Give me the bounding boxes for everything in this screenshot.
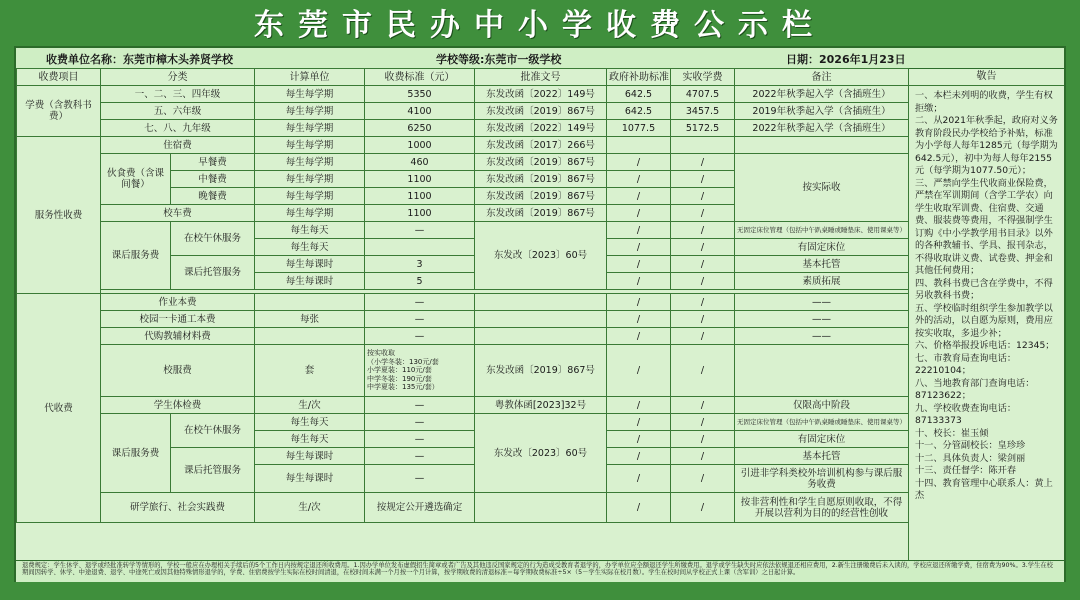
note: —— xyxy=(735,328,909,345)
standard xyxy=(365,239,475,256)
unit: 套 xyxy=(255,345,365,397)
category: 校园一卡通工本费 xyxy=(101,311,255,328)
standard: — xyxy=(365,465,475,493)
note: 按非营利性和学生自愿原则收取，不得开展以营利为目的的经营性创收 xyxy=(735,493,909,523)
info-bar xyxy=(16,48,1064,69)
standard: — xyxy=(365,431,475,448)
page-title: 东莞市民办中小学收费公示栏 xyxy=(254,8,826,43)
column-header: 收费项目 xyxy=(17,69,101,86)
uniform-standard xyxy=(365,345,475,397)
notice-line: 十四、教育管理中心联系人：黄上杰 xyxy=(915,477,1053,501)
approval-doc: 东发改函〔2022〕149号 xyxy=(475,120,607,137)
approval-doc: 东发改函〔2019〕867号 xyxy=(475,171,607,188)
approval-doc: 东发改函〔2019〕867号 xyxy=(475,103,607,120)
actual-fee: / xyxy=(671,273,735,290)
notice-line: 九、学校收费查询电话：87133373 xyxy=(915,402,1017,426)
unit xyxy=(255,294,365,311)
item-agency: 代收费 xyxy=(17,294,101,523)
standard: 5350 xyxy=(365,86,475,103)
standard: 1000 xyxy=(365,137,475,154)
notice-line: 一、本栏未列明的收费，学生有权拒缴； xyxy=(915,90,1053,114)
unit: 每生每学期 xyxy=(255,188,365,205)
table-row xyxy=(17,493,909,523)
note: 基本托管 xyxy=(735,256,909,273)
school-grade: 学校等级:东莞市一级学校 xyxy=(436,53,562,66)
note xyxy=(735,137,909,154)
uniform-line: 小学夏装：110元/套 xyxy=(367,366,432,375)
table-row xyxy=(17,397,909,414)
unit: 每生每课时 xyxy=(255,256,365,273)
notice-line: 十三、责任督学：陈开春 xyxy=(915,465,1017,476)
actual-fee: / xyxy=(671,431,735,448)
table-row xyxy=(17,328,909,345)
actual-fee: / xyxy=(671,256,735,273)
table-row xyxy=(17,222,909,239)
approval-doc: 东发改函〔2019〕867号 xyxy=(475,188,607,205)
note: 无固定床位管理（包括中午趴桌睡或睡垫床、使用课桌等） xyxy=(735,222,909,239)
unit: 每生每天 xyxy=(255,222,365,239)
category: 伙食费（含课间餐） xyxy=(101,154,171,205)
note: 引进非学科类校外培训机构参与课后服务收费 xyxy=(735,465,909,493)
actual-fee: / xyxy=(671,448,735,465)
unit: 每生每课时 xyxy=(255,273,365,290)
approval-doc xyxy=(475,294,607,311)
actual-fee xyxy=(671,137,735,154)
category: 校车费 xyxy=(101,205,255,222)
category: 学生体检费 xyxy=(101,397,255,414)
column-header: 分类 xyxy=(101,69,255,86)
unit: 每生每课时 xyxy=(255,448,365,465)
standard: 3 xyxy=(365,256,475,273)
category: 代购教辅材料费 xyxy=(101,328,255,345)
unit: 每生每学期 xyxy=(255,154,365,171)
unit xyxy=(255,328,365,345)
actual-fee: / xyxy=(671,311,735,328)
actual-fee: / xyxy=(671,294,735,311)
sub-category: 在校午休服务 xyxy=(171,222,255,256)
notice-body xyxy=(909,86,1064,503)
standard: — xyxy=(365,414,475,431)
subsidy: / xyxy=(607,222,671,239)
sub-category: 中餐费 xyxy=(171,171,255,188)
notice-line: 十二、具体负责人：梁剑丽 xyxy=(915,452,1026,464)
approval-doc: 东发改函〔2019〕867号 xyxy=(475,205,607,222)
item-service: 服务性收费 xyxy=(17,137,101,294)
column-header: 批准文号 xyxy=(475,69,607,86)
unit: 每生每天 xyxy=(255,239,365,256)
unit: 生/次 xyxy=(255,493,365,523)
school-name: 收费单位名称：东莞市樟木头养贤学校 xyxy=(46,53,233,66)
table-row xyxy=(17,86,909,103)
unit: 每生每学期 xyxy=(255,205,365,222)
actual-fee: 4707.5 xyxy=(671,86,735,103)
subsidy: 1077.5 xyxy=(607,120,671,137)
standard: — xyxy=(365,328,475,345)
subsidy: / xyxy=(607,311,671,328)
notice-line: 七、市教育局查询电话：22210104； xyxy=(915,352,1017,376)
refund-policy: 退费规定：学生休学、退学或经批准转学等情形的，学校一般应在办理相关手续后的5个工作日内按规定退还所收费用。1.因办学单位发布虚假招生简章或者广告及其他违反国家规定的行为造成受教育者退学的，办学单位应全额退还学生所缴费用。退学或学生缺失时应依法依规退还相应费用，2.新生注册缴费后未入读的，学校应退还所缴学费，住宿费为90%。3.学生在校期间因转学、休学、中途退费、退学、中途死亡或因其他特殊情形退学的，学费、住宿费按学生实际在校时间清退，在校时间未满一个月按一个月计算，按学期收费的清退标准＝每学期收费标准÷5×（5－学生实际在校月数）。学生在校时间从学校正式上课（含军训）之日起计算。 xyxy=(16,560,1064,582)
actual-fee: / xyxy=(671,465,735,493)
unit: 每生每课时 xyxy=(255,465,365,493)
table-row xyxy=(17,103,909,120)
note: 有固定床位 xyxy=(735,431,909,448)
actual-fee: / xyxy=(671,171,735,188)
actual-fee: / xyxy=(671,493,735,523)
approval-doc: 东发改函〔2022〕149号 xyxy=(475,86,607,103)
subsidy: / xyxy=(607,397,671,414)
subsidy: / xyxy=(607,448,671,465)
note: 2022年秋季起入学（含插班生） xyxy=(735,86,909,103)
approval-doc xyxy=(475,311,607,328)
subsidy: 642.5 xyxy=(607,86,671,103)
subsidy: / xyxy=(607,154,671,171)
subsidy: / xyxy=(607,256,671,273)
note xyxy=(735,345,909,397)
subsidy: / xyxy=(607,171,671,188)
actual-fee: / xyxy=(671,414,735,431)
notice-line: 十一、分管副校长：皇珍珍 xyxy=(915,440,1026,451)
actual-fee: 5172.5 xyxy=(671,120,735,137)
sub-category: 课后托管服务 xyxy=(171,256,255,290)
subsidy: / xyxy=(607,493,671,523)
note: 仅限高中阶段 xyxy=(735,397,909,414)
approval-doc xyxy=(475,493,607,523)
actual-fee: / xyxy=(671,397,735,414)
subsidy: / xyxy=(607,273,671,290)
note: —— xyxy=(735,311,909,328)
notice-line: 十、校长：崔玉倾 xyxy=(915,427,989,439)
actual-fee: / xyxy=(671,328,735,345)
actual-fee: / xyxy=(671,154,735,171)
notice-line: 五、学校临时组织学生参加教学以外的活动，以自愿为原则，费用应按实收取，多退少补； xyxy=(915,302,1053,339)
table-row xyxy=(17,414,909,431)
subsidy: / xyxy=(607,188,671,205)
uniform-line: （小学冬装：130元/套 xyxy=(367,357,439,366)
unit: 每生每天 xyxy=(255,414,365,431)
unit: 每生每学期 xyxy=(255,171,365,188)
notice-line: 三、严禁向学生代收商业保险费，严禁在军训期间（含学工学农）向学生收取军训费、住宿费、交通费、服装费等费用，不得强制学生订购《中小学教学用书目录》以外的各种教辅书、学具、报刊杂志，不得收取讲义费、试卷费、押金和其他任何费用； xyxy=(915,177,1053,276)
category: 五、六年级 xyxy=(101,103,255,120)
approval-doc: 东发改函〔2019〕867号 xyxy=(475,154,607,171)
sub-category: 早餐费 xyxy=(171,154,255,171)
subsidy: / xyxy=(607,294,671,311)
unit: 每张 xyxy=(255,311,365,328)
actual-fee: / xyxy=(671,239,735,256)
table-row xyxy=(17,137,909,154)
standard: 1100 xyxy=(365,171,475,188)
fee-table xyxy=(16,68,909,523)
standard: — xyxy=(365,294,475,311)
standard: 4100 xyxy=(365,103,475,120)
category: 作业本费 xyxy=(101,294,255,311)
note: 2022年秋季起入学（含插班生） xyxy=(735,120,909,137)
sub-category: 在校午休服务 xyxy=(171,414,255,448)
column-header: 计算单位 xyxy=(255,69,365,86)
uniform-line: 按实收取 xyxy=(367,349,395,358)
column-header: 备注 xyxy=(735,69,909,86)
approval-doc: 粤教体函[2023]32号 xyxy=(475,397,607,414)
category: 七、八、九年级 xyxy=(101,120,255,137)
subsidy: / xyxy=(607,239,671,256)
table-row xyxy=(17,345,909,397)
actual-fee: / xyxy=(671,205,735,222)
uniform-line: 中学夏装：135元/套） xyxy=(367,383,439,392)
unit: 每生每学期 xyxy=(255,120,365,137)
fee-sheet xyxy=(14,46,1066,582)
subsidy: 642.5 xyxy=(607,103,671,120)
approval-doc: 东发改函〔2019〕867号 xyxy=(475,345,607,397)
note: 有固定床位 xyxy=(735,239,909,256)
unit: 每生每学期 xyxy=(255,137,365,154)
category: 一、二、三、四年级 xyxy=(101,86,255,103)
notice-date: 日期：2026年1月23日 xyxy=(786,53,906,66)
approval-doc: 东发改〔2023〕60号 xyxy=(475,414,607,493)
notice-panel xyxy=(908,68,1064,560)
subsidy: / xyxy=(607,431,671,448)
unit: 每生每学期 xyxy=(255,86,365,103)
notice-line: 四、教科书费已含在学费中，不得另收教科书费； xyxy=(915,277,1053,301)
standard: 按规定公开遴选确定 xyxy=(365,493,475,523)
category: 研学旅行、社会实践费 xyxy=(101,493,255,523)
standard: 1100 xyxy=(365,188,475,205)
subsidy: / xyxy=(607,205,671,222)
approval-doc: 东发改函〔2017〕266号 xyxy=(475,137,607,154)
notice-line: 二、从2021年秋季起，政府对义务教育阶段民办学校给予补贴，标准为小学每人每年1285元（每学期为642.5元），初中为每人每年2155元（每学期为1077.50元）； xyxy=(915,115,1058,176)
subsidy: / xyxy=(607,465,671,493)
approval-doc: 东发改〔2023〕60号 xyxy=(475,222,607,290)
unit: 每生每天 xyxy=(255,431,365,448)
standard: 460 xyxy=(365,154,475,171)
note: 按实际收 xyxy=(735,154,909,222)
sub-category: 晚餐费 xyxy=(171,188,255,205)
standard: — xyxy=(365,397,475,414)
category: 校服费 xyxy=(101,345,255,397)
subsidy: / xyxy=(607,328,671,345)
subsidy: / xyxy=(607,414,671,431)
standard: 6250 xyxy=(365,120,475,137)
uniform-line: 中学冬装：190元/套 xyxy=(367,374,432,383)
actual-fee: / xyxy=(671,345,735,397)
notice-title: 敬告 xyxy=(909,68,1064,86)
subsidy: / xyxy=(607,345,671,397)
unit: 每生每学期 xyxy=(255,103,365,120)
actual-fee: 3457.5 xyxy=(671,103,735,120)
category: 课后服务费 xyxy=(101,414,171,493)
standard: 5 xyxy=(365,273,475,290)
note: 基本托管 xyxy=(735,448,909,465)
unit: 生/次 xyxy=(255,397,365,414)
category: 住宿费 xyxy=(101,137,255,154)
standard: — xyxy=(365,222,475,239)
table-row xyxy=(17,120,909,137)
standard: — xyxy=(365,448,475,465)
subsidy xyxy=(607,137,671,154)
table-row xyxy=(17,294,909,311)
table-header-row xyxy=(17,69,909,86)
approval-doc xyxy=(475,328,607,345)
note: 无固定床位管理（包括中午趴桌睡或睡垫床、使用课桌等） xyxy=(735,414,909,431)
standard: 1100 xyxy=(365,205,475,222)
table-row xyxy=(17,154,909,171)
note: 2019年秋季起入学（含插班生） xyxy=(735,103,909,120)
sub-category: 课后托管服务 xyxy=(171,448,255,493)
category: 课后服务费 xyxy=(101,222,171,290)
item-tuition: 学费（含教科书费） xyxy=(17,86,101,137)
actual-fee: / xyxy=(671,222,735,239)
standard: — xyxy=(365,311,475,328)
note: —— xyxy=(735,294,909,311)
note: 素质拓展 xyxy=(735,273,909,290)
actual-fee: / xyxy=(671,188,735,205)
column-header: 实收学费 xyxy=(671,69,735,86)
column-header: 收费标准（元） xyxy=(365,69,475,86)
column-header: 政府补助标准 xyxy=(607,69,671,86)
notice-line: 八、当地教育部门查询电话：87123622； xyxy=(915,377,1035,401)
notice-line: 六、价格举报投诉电话：12345； xyxy=(915,340,1055,351)
table-row xyxy=(17,311,909,328)
